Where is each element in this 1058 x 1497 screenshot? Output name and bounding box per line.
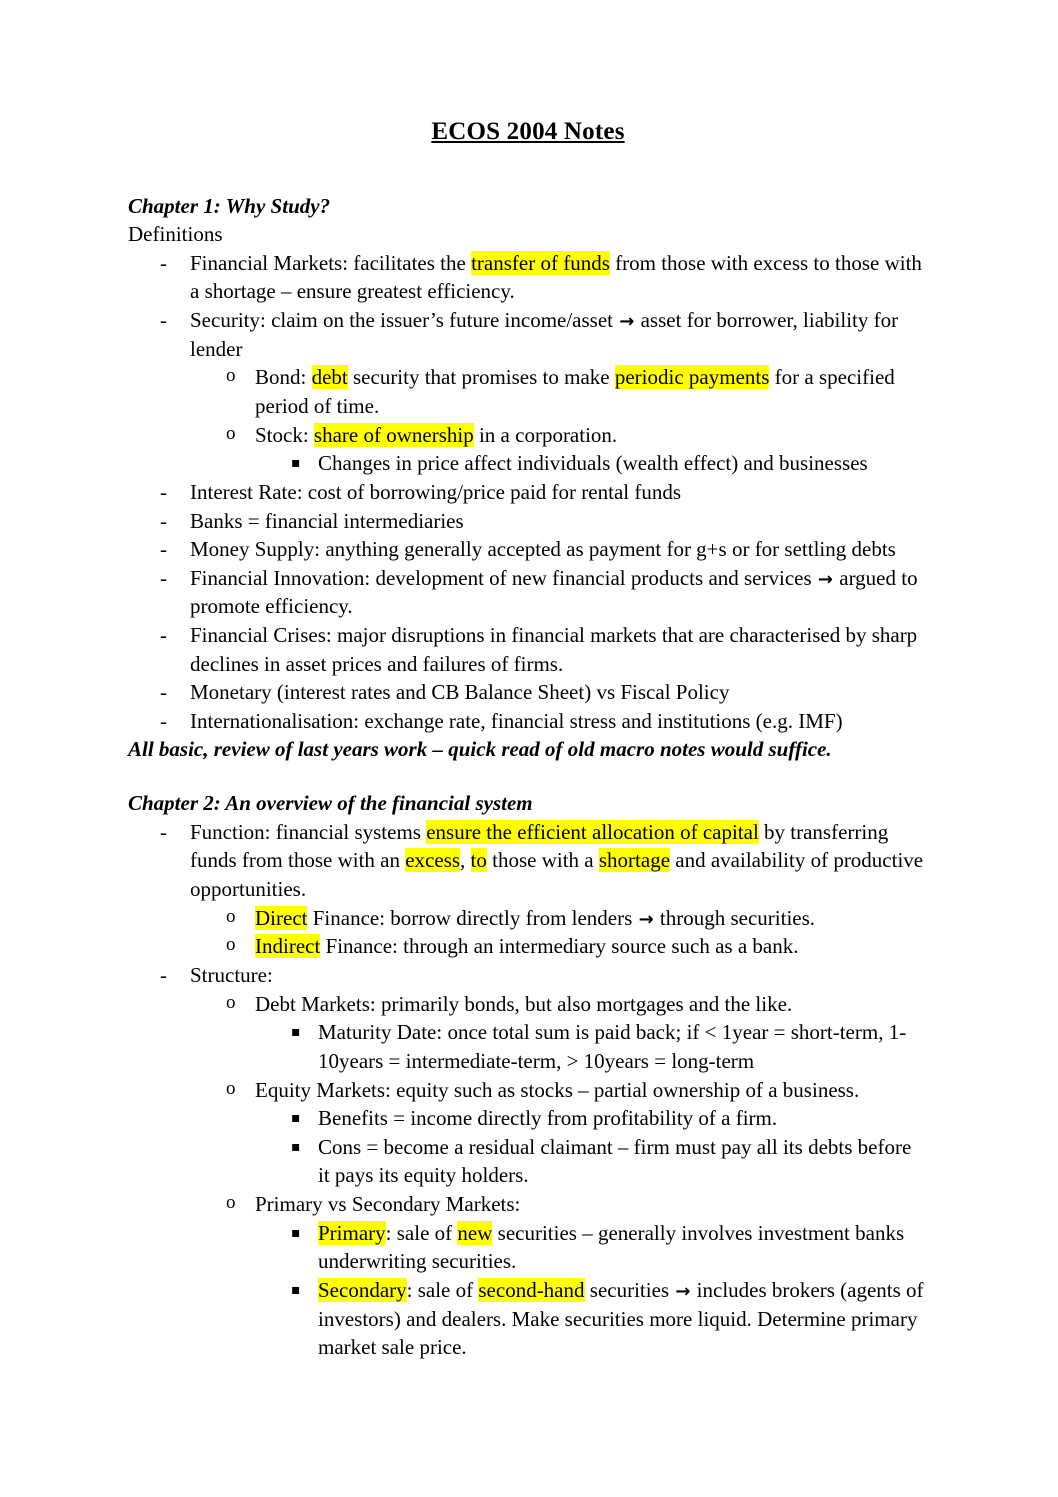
highlighted-text: periodic payments (614, 365, 770, 390)
list-item (128, 507, 928, 536)
document-body (128, 118, 928, 1362)
list-item-text (318, 451, 868, 475)
list-item (128, 306, 928, 363)
text-run: Benefits = income directly from profitability of a firm. (318, 1106, 778, 1131)
bullet-list-level-1 (128, 818, 928, 904)
bullet-marker-level-2: o (226, 1077, 236, 1099)
text-run: securities (584, 1278, 675, 1303)
bullet-marker-level-2: o (226, 991, 236, 1013)
list-item (128, 535, 928, 564)
list-item-text (318, 1278, 924, 1359)
list-item (128, 961, 928, 990)
text-run: and availability of productive opportunities. (190, 848, 924, 901)
text-run: argued to promote efficiency. (190, 565, 918, 619)
list-item (128, 1190, 928, 1219)
text-run: securities – generally involves investment banks underwriting securities. (318, 1220, 905, 1274)
chapter-2-list (128, 818, 928, 1362)
text-run: Debt Markets: primarily bonds, but also mortgages and the like. (255, 991, 793, 1016)
highlighted-text: second-hand (478, 1278, 585, 1303)
list-item-text (255, 906, 815, 930)
bullet-marker-level-1: - (160, 479, 167, 504)
text-run: Finance: through an intermediary source such as a bank. (320, 934, 799, 959)
list-item (128, 1276, 928, 1362)
text-run: Financial Innovation: development of new financial products and services (190, 565, 817, 590)
list-item (128, 818, 928, 904)
list-item-text (255, 423, 617, 447)
text-run: , (460, 848, 471, 873)
bullet-list-level-2 (128, 990, 928, 1019)
section-spacer (128, 764, 928, 790)
list-item-text (318, 1221, 904, 1274)
text-run: Monetary (interest rates and CB Balance Sheet) vs Fiscal Policy (190, 680, 730, 705)
text-run: security that promises to make (347, 365, 615, 390)
text-run: through securities. (654, 905, 816, 930)
text-run: Finance: borrow directly from lenders (307, 905, 638, 930)
text-run: Bond: (255, 365, 312, 390)
list-item-text (318, 1135, 911, 1188)
text-run: Function: financial systems (190, 819, 427, 844)
list-item-text (190, 963, 273, 987)
list-item (128, 1133, 928, 1190)
list-item-text (255, 992, 792, 1016)
highlighted-text: Primary (318, 1220, 386, 1245)
list-item-text (190, 680, 729, 704)
text-run: Stock: (255, 422, 314, 447)
arrow-icon: → (619, 310, 635, 332)
bullet-marker-level-1: - (160, 623, 167, 648)
list-item (128, 564, 928, 621)
highlighted-text: Direct (255, 905, 308, 930)
list-item-text (190, 509, 464, 533)
text-run: Primary vs Secondary Markets: (255, 1192, 521, 1217)
list-item (128, 1219, 928, 1276)
highlighted-text: Indirect (255, 934, 321, 959)
list-item-text (255, 365, 895, 418)
list-item (128, 1018, 928, 1075)
text-run: Maturity Date: once total sum is paid back; if < 1year = short-term, 1-10years = intermediate-term, > 10years = long-term (318, 1020, 907, 1073)
text-run: Cons = become a residual claimant – firm must pay all its debts before it pays its equity holders. (318, 1134, 912, 1188)
bullet-marker-level-2: o (226, 934, 236, 956)
list-item-text (190, 480, 681, 504)
bullet-marker-level-1: - (160, 508, 167, 533)
text-run: in a corporation. (473, 422, 618, 447)
highlighted-text: excess (405, 848, 461, 873)
list-item-text (318, 1106, 777, 1130)
list-item (128, 990, 928, 1019)
list-item-text (190, 251, 922, 304)
text-run: : sale of (406, 1278, 479, 1303)
list-item-text (255, 1192, 520, 1216)
list-item-text (255, 1078, 859, 1102)
bullet-list-level-1 (128, 249, 928, 364)
bullet-list-level-3 (128, 1018, 928, 1075)
list-item (128, 904, 928, 933)
bullet-marker-level-1: - (160, 819, 167, 844)
highlighted-text: debt (311, 365, 348, 390)
bullet-marker-level-3: ▪ (291, 1138, 301, 1155)
list-item (128, 678, 928, 707)
bullet-marker-level-3: ▪ (291, 1282, 301, 1299)
text-run: Money Supply: anything generally accepted as payment for g+s or for settling debts (190, 537, 896, 562)
page-title: ECOS 2004 Notes (431, 118, 625, 145)
bullet-marker-level-1: - (160, 565, 167, 590)
bullet-marker-level-1: - (160, 709, 167, 734)
bullet-list-level-3 (128, 449, 928, 478)
list-item (128, 1076, 928, 1105)
text-run: Security: claim on the issuer’s future income/asset (190, 307, 619, 332)
text-run: Financial Markets: facilitates the (190, 250, 472, 275)
list-item-text (190, 623, 917, 676)
bullet-list-level-2 (128, 904, 928, 961)
bullet-marker-level-1: - (160, 962, 167, 987)
bullet-marker-level-2: o (226, 422, 236, 444)
bullet-list-level-1 (128, 961, 928, 990)
text-run: Financial Crises: major disruptions in financial markets that are characterised by sharp declines in asset prices and failures of firms. (190, 623, 918, 676)
list-item-text (190, 537, 896, 561)
chapter-1-list (128, 249, 928, 736)
bullet-list-level-2 (128, 1190, 928, 1219)
list-item (128, 707, 928, 736)
bullet-list-level-2 (128, 1076, 928, 1105)
text-run: Structure: (190, 962, 273, 987)
text-run: Internationalisation: exchange rate, financial stress and institutions (e.g. IMF) (190, 709, 843, 734)
text-run: Interest Rate: cost of borrowing/price paid for rental funds (190, 479, 682, 504)
text-run: asset for borrower, liability for lender (190, 307, 899, 361)
text-run: by transferring funds from those with an (190, 819, 889, 873)
text-run: : sale of (385, 1220, 458, 1245)
bullet-marker-level-1: - (160, 307, 167, 332)
chapter-1-subheading: Definitions (128, 221, 223, 246)
list-item (128, 621, 928, 678)
list-item (128, 363, 928, 420)
bullet-marker-level-2: o (226, 365, 236, 387)
text-run: includes brokers (agents of investors) and dealers. Make securities more liquid. Determine primary market sale price. (318, 1278, 924, 1360)
list-item-text (190, 566, 918, 619)
list-item (128, 1104, 928, 1133)
highlighted-text: ensure the efficient allocation of capital (426, 819, 759, 844)
list-item-text (190, 709, 843, 733)
list-item-text (255, 934, 798, 958)
bullet-marker-level-1: - (160, 537, 167, 562)
chapter-1-closing-note: All basic, review of last years work – quick read of old macro notes would suffice. (128, 736, 832, 761)
chapter-2-section (128, 790, 928, 1362)
chapter-1-section (128, 193, 928, 764)
arrow-icon: → (817, 568, 833, 590)
bullet-marker-level-3: ▪ (291, 455, 301, 472)
text-run: Changes in price affect individuals (wealth effect) and businesses (318, 451, 868, 476)
highlighted-text: new (457, 1220, 493, 1245)
bullet-marker-level-1: - (160, 680, 167, 705)
bullet-marker-level-3: ▪ (291, 1224, 301, 1241)
list-item-text (190, 308, 898, 361)
bullet-list-level-2 (128, 363, 928, 449)
arrow-icon: → (638, 908, 654, 930)
text-run: from those with excess to those with a shortage – ensure greatest efficiency. (190, 250, 922, 304)
bullet-list-level-1 (128, 478, 928, 736)
highlighted-text: to (470, 848, 487, 873)
highlighted-text: shortage (598, 848, 671, 873)
bullet-marker-level-3: ▪ (291, 1110, 301, 1127)
list-item (128, 478, 928, 507)
bullet-marker-level-2: o (226, 1192, 236, 1214)
bullet-list-level-3 (128, 1104, 928, 1190)
arrow-icon: → (675, 1281, 691, 1303)
text-run: Equity Markets: equity such as stocks – partial ownership of a business. (255, 1077, 860, 1102)
list-item (128, 421, 928, 450)
text-run: for a specified period of time. (255, 365, 895, 418)
list-item-text (190, 820, 923, 901)
bullet-marker-level-2: o (226, 905, 236, 927)
chapter-2-heading: Chapter 2: An overview of the financial system (128, 790, 533, 815)
list-item-text (318, 1020, 906, 1073)
text-run: Banks = financial intermediaries (190, 508, 464, 533)
list-item (128, 249, 928, 306)
list-item (128, 932, 928, 961)
bullet-marker-level-1: - (160, 250, 167, 275)
list-item (128, 449, 928, 478)
highlighted-text: transfer of funds (471, 250, 610, 275)
chapter-1-heading: Chapter 1: Why Study? (128, 193, 331, 218)
bullet-list-level-3 (128, 1219, 928, 1362)
highlighted-text: Secondary (318, 1278, 407, 1303)
text-run: those with a (486, 848, 599, 873)
highlighted-text: share of ownership (313, 422, 474, 447)
bullet-marker-level-3: ▪ (291, 1024, 301, 1041)
